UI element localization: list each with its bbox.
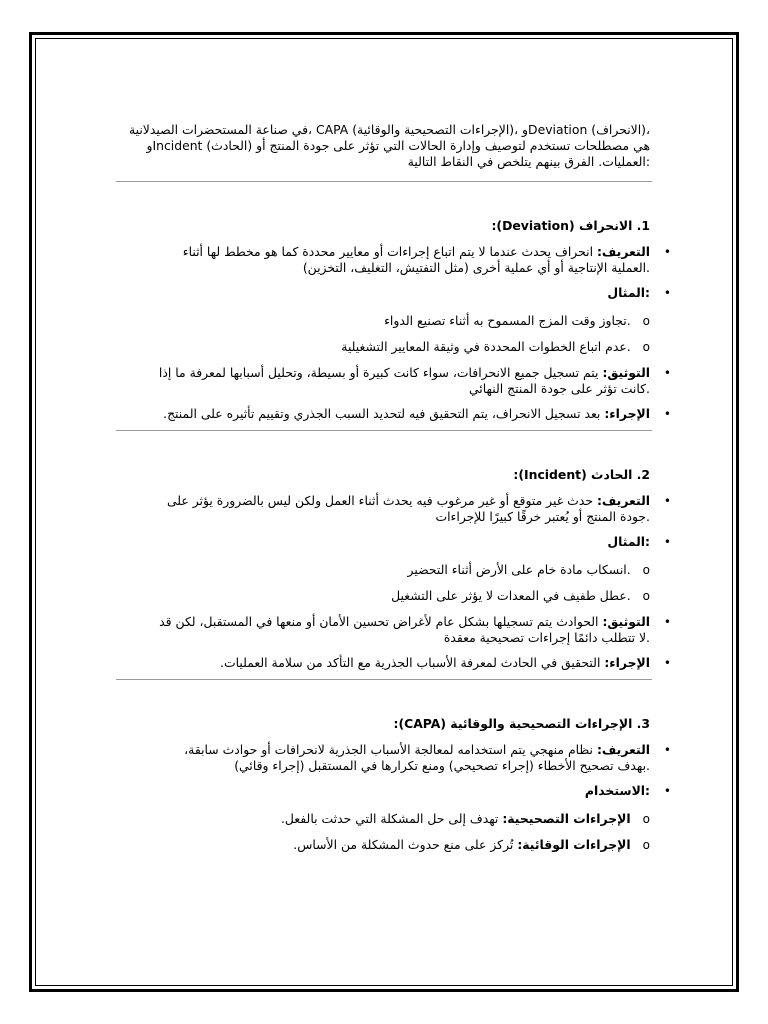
bullet-icon: •: [663, 743, 671, 757]
section-heading-deviation: 1. الانحراف (Deviation):: [491, 218, 650, 233]
list-item: o.عدم اتباع الخطوات المحددة في وثيقة المعايير التشغيلية: [341, 339, 650, 354]
action-label: الإجراء:: [604, 406, 650, 421]
list-item: • التعريف: نظام منهجي يتم استخدامه لمعالجة الأسباب الجذرية لانحرافات أو حوادث سابقة، .بهدف تصحيح الأخطاء (إجراء تصحيحي) ومنع تكرارها في المستقبل (إجراء وقائي): [184, 742, 671, 773]
definition-label: التعريف:: [596, 742, 650, 757]
definition-text: انحراف يحدث عندما لا يتم اتباع إجراءات أو معايير محددة كما هو مخطط لها أثناء: [182, 244, 594, 259]
list-item: • الإجراء: بعد تسجيل الانحراف، يتم التحقيق فيه لتحديد السبب الجذري وتقييم تأثيره على المنتج.: [163, 406, 671, 421]
example-label: :المثال: [607, 285, 650, 300]
section-divider: [116, 181, 652, 182]
list-item: oالإجراءات التصحيحية: تهدف إلى حل المشكلة التي حدثت بالفعل.: [280, 811, 650, 826]
bullet-icon: •: [663, 615, 671, 629]
sub-bullet-icon: o: [642, 314, 650, 328]
section-divider: [116, 679, 652, 680]
section-heading-capa: 3. الإجراءات التصحيحية والوقائية (CAPA):: [393, 716, 650, 731]
list-item: o.انسكاب مادة خام على الأرض أثناء التحضير: [407, 562, 650, 577]
list-item: [118, 534, 671, 604]
section-divider: [116, 430, 652, 431]
sub-bullet-icon: o: [642, 589, 650, 603]
list-item: • الإجراء: التحقيق في الحادث لمعرفة الأسباب الجذرية مع التأكد من سلامة العمليات.: [220, 655, 671, 670]
capa-list: [118, 742, 671, 853]
list-item: o.تجاوز وقت المزج المسموح به أثناء تصنيع الدواء: [384, 313, 650, 328]
list-item: • التعريف: حدث غير متوقع أو غير مرغوب فيه يحدث أثناء العمل ولكن ليس بالضرورة يؤثر على .جودة المنتج أو يُعتبر خرقًا كبيرًا للإجراءات: [166, 493, 671, 524]
bullet-icon: •: [663, 535, 671, 549]
document-body: [118, 122, 671, 863]
example-sublist: [118, 562, 650, 604]
bullet-icon: •: [663, 784, 671, 798]
list-item: oالإجراءات الوقائية: تُركز على منع حدوث المشكلة من الأساس.: [293, 837, 650, 852]
bullet-icon: •: [663, 245, 671, 259]
list-item: o.عطل طفيف في المعدات لا يؤثر على التشغيل: [391, 588, 650, 603]
incident-list: [118, 493, 671, 671]
intro-line: هي مصطلحات تستخدم لتوصيف وإدارة الحالات التي تؤثر على جودة المنتج أو (الحادث) Incidentو: [146, 138, 650, 153]
bullet-icon: •: [663, 286, 671, 300]
list-item: • التوثيق: يتم تسجيل جميع الانحرافات، سواء كانت كبيرة أو بسيطة، وتحليل أسبابها لمعرفة ما إذا .كانت تؤثر على جودة المنتج النهائي: [158, 365, 671, 396]
intro-line: ،(الانحراف) Deviationو ،(الإجراءات التصحيحية والوقائية) CAPA ،في صناعة المستحضرات الصيدلانية: [128, 122, 650, 137]
list-item: [118, 783, 671, 853]
usage-label: :الاستخدام: [584, 783, 650, 798]
definition-label: التعريف:: [596, 244, 650, 259]
sub-bullet-icon: o: [642, 838, 650, 852]
definition-text: .العملية الإنتاجية أو أي عملية أخرى (مثل التفتيش، التغليف، التخزين): [302, 260, 650, 275]
bullet-icon: •: [663, 494, 671, 508]
usage-sublist: [118, 811, 650, 853]
sub-bullet-icon: o: [642, 812, 650, 826]
action-label: الإجراء:: [604, 655, 650, 670]
example-sublist: [118, 313, 650, 355]
documentation-label: التوثيق:: [602, 365, 650, 380]
list-item: [118, 244, 671, 276]
example-label: :المثال: [607, 534, 650, 549]
section-heading-incident: 2. الحادث (Incident):: [513, 467, 650, 482]
deviation-list: [118, 244, 671, 422]
intro-line: :العمليات. الفرق بينهم يتلخص في النقاط التالية: [407, 154, 650, 169]
intro-paragraph: [118, 122, 650, 170]
definition-label: التعريف:: [596, 493, 650, 508]
bullet-icon: •: [663, 407, 671, 421]
sub-bullet-icon: o: [642, 340, 650, 354]
documentation-label: التوثيق:: [602, 614, 650, 629]
bullet-icon: •: [663, 366, 671, 380]
sub-bullet-icon: o: [642, 563, 650, 577]
bullet-icon: •: [663, 656, 671, 670]
list-item: [118, 285, 671, 355]
list-item: • التوثيق: الحوادث يتم تسجيلها بشكل عام لأغراض تحسين الأمان أو منعها في المستقبل، لكن قد .لا تتطلب دائمًا إجراءات تصحيحية معقدة: [159, 614, 671, 645]
